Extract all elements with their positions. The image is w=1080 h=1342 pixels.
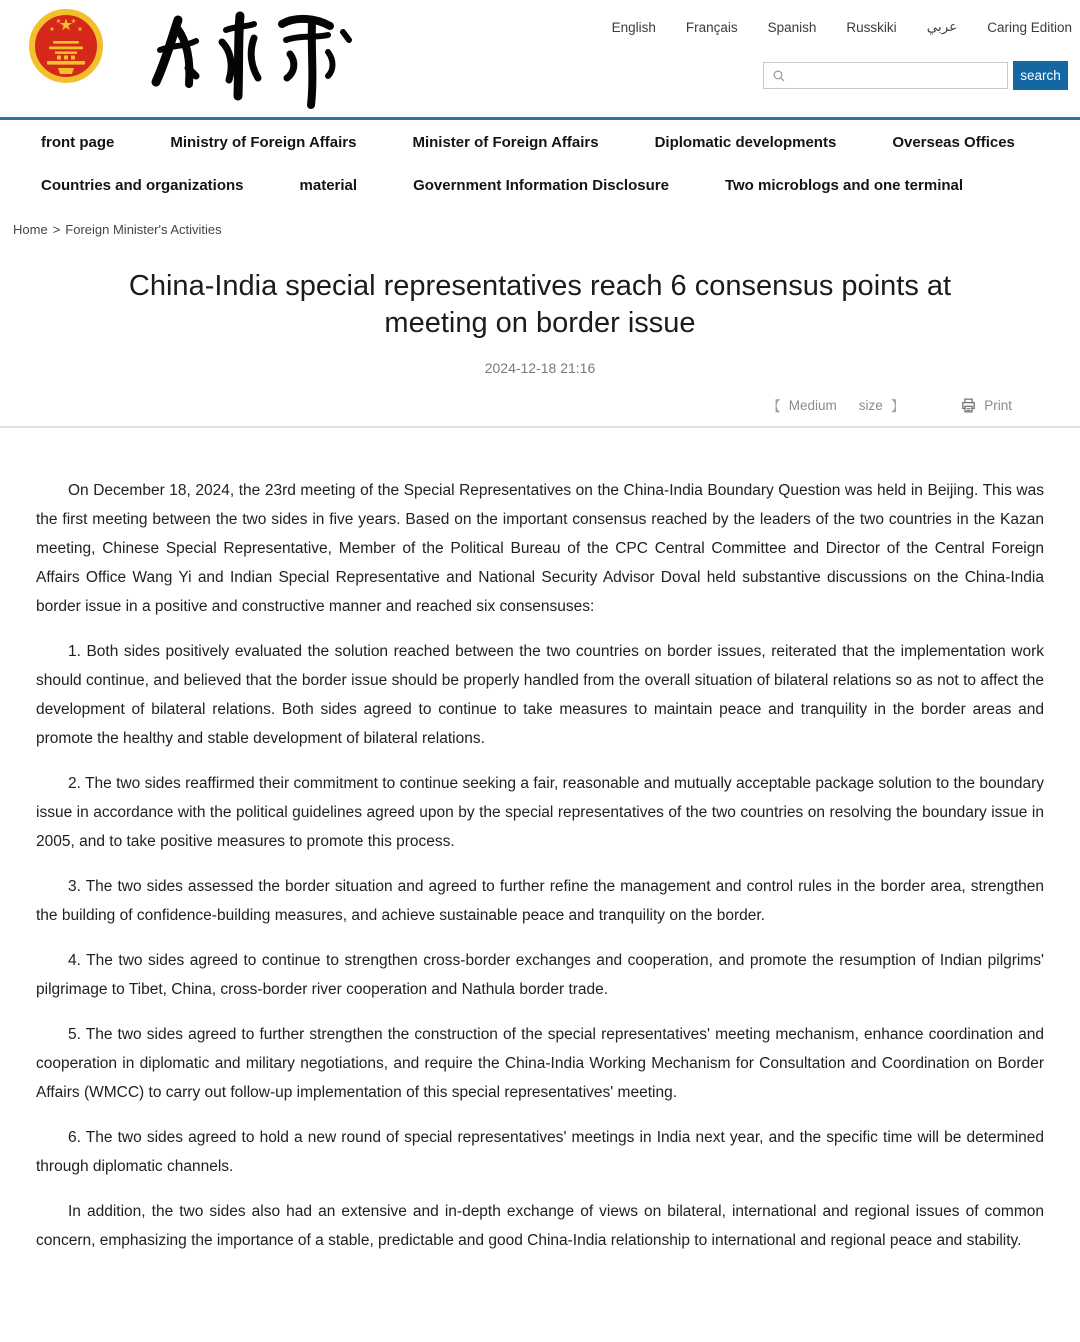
article-date: 2024-12-18 21:16 xyxy=(484,360,596,376)
nav-ministry-of-foreign-affairs[interactable]: Ministry of Foreign Affairs xyxy=(170,134,357,151)
nav-front-page[interactable]: front page xyxy=(41,134,115,151)
nav-overseas-offices[interactable]: Overseas Offices xyxy=(892,134,1015,151)
article-paragraph: 4. The two sides agreed to continue to strengthen cross-border exchanges and cooperation, and promote the resumption of Indian pilgrims' pilgrimage to Tibet, China, cross-border river cooperation and Nathula border trade. xyxy=(36,952,1044,998)
search-input[interactable] xyxy=(786,63,1007,88)
printer-icon xyxy=(960,397,977,414)
magnifier-icon xyxy=(772,69,786,83)
article-paragraph: 5. The two sides agreed to further strengthen the construction of the special representatives' meeting mechanism, enhance coordination and cooperation in diplomatic and military negotiations, and require the China-India Working Mechanism for Consultation and Coordination on Border Affairs (WMCC) to carry out follow-up implementation of this special representatives' meeting. xyxy=(36,1026,1044,1101)
breadcrumb xyxy=(0,212,1080,238)
breadcrumb-section[interactable]: Foreign Minister's Activities xyxy=(65,222,222,237)
page-title: China-India special representatives reach 6 consensus points at meeting on border issue xyxy=(128,270,952,339)
nav-minister-of-foreign-affairs[interactable]: Minister of Foreign Affairs xyxy=(412,134,599,151)
nav-government-information-disclosure[interactable]: Government Information Disclosure xyxy=(413,177,669,194)
lang-arabic[interactable]: عربي xyxy=(926,19,958,34)
article-paragraph: On December 18, 2024, the 23rd meeting of the Special Representatives on the China-India Boundary Question was held in Beijing. This was the first meeting between the two sides in five years. Based on the important consensus reached by the leaders of the two countries in the Kazan meeting, Chinese Special Representative, Member of the Political Bureau of the CPC Central Committee and Director of the Central Foreign Affairs Office Wang Yi and Indian Special Representative and National Security Advisor Doval held substantive discussions on the China-India border issue in a positive and constructive manner and reached six consensuses: xyxy=(36,482,1044,615)
search-bar xyxy=(763,61,1068,90)
search-button[interactable]: search xyxy=(1013,61,1068,90)
nav-diplomatic-developments[interactable]: Diplomatic developments xyxy=(654,134,837,151)
bracket-open: 【 xyxy=(767,399,781,414)
lang-caring-edition[interactable]: Caring Edition xyxy=(987,19,1072,35)
lang-francais[interactable]: Français xyxy=(685,19,738,35)
font-size-medium-button[interactable]: Medium xyxy=(788,397,837,413)
nav-countries-and-organizations[interactable]: Countries and organizations xyxy=(41,177,244,194)
mfa-calligraphy-logo-icon xyxy=(144,8,359,110)
lang-russian[interactable]: Russkiki xyxy=(846,19,897,35)
lang-english[interactable]: English xyxy=(611,19,656,35)
breadcrumb-separator: > xyxy=(52,222,61,237)
language-switcher xyxy=(612,19,1072,35)
nav-two-microblogs-one-terminal[interactable]: Two microblogs and one terminal xyxy=(724,177,964,194)
article-paragraph: 2. The two sides reaffirmed their commitment to continue seeking a fair, reasonable and mutually acceptable package solution to the boundary issue in accordance with the political guidelines agreed upon by the special representatives of the two countries on resolving the boundary issue in 2005, and to take positive measures to promote this process. xyxy=(36,775,1044,850)
article-body xyxy=(0,428,1080,1255)
national-emblem-icon xyxy=(28,8,104,84)
main-navigation xyxy=(0,120,1080,196)
font-size-button[interactable]: size xyxy=(858,397,883,413)
nav-material[interactable]: material xyxy=(299,177,358,194)
print-button[interactable] xyxy=(960,397,1012,414)
lang-spanish[interactable]: Spanish xyxy=(767,19,817,35)
article-paragraph: In addition, the two sides also had an extensive and in-depth exchange of views on bilateral, international and regional issues of common concern, emphasizing the importance of a stable, predictable and good China-India relationship to international and regional peace and stability. xyxy=(36,1203,1044,1249)
site-logo[interactable] xyxy=(28,8,359,110)
article-paragraph: 6. The two sides agreed to hold a new round of special representatives' meetings in India next year, and the specific time will be determined through diplomatic channels. xyxy=(36,1129,1044,1175)
nav-row-1 xyxy=(41,133,1080,153)
print-label: Print xyxy=(984,397,1012,413)
search-box xyxy=(763,62,1008,89)
nav-row-2 xyxy=(41,176,1080,196)
article-paragraph: 1. Both sides positively evaluated the solution reached between the two countries on border issues, reiterated that the implementation work should continue, and believed that the border issue should be properly handled from the overall situation of bilateral relations so as not to affect the development of bilateral relations. Both sides agreed to continue to take measures to maintain peace and tranquility in the border areas and promote the healthy and stable development of bilateral relations. xyxy=(36,643,1044,747)
bracket-close: 】 xyxy=(890,399,905,414)
article-toolbar xyxy=(0,396,1080,414)
article-paragraph: 3. The two sides assessed the border situation and agreed to further refine the management and control rules in the border area, strengthen the building of confidence-building measures, and achieve sustainable peace and tranquility on the border. xyxy=(36,878,1044,924)
breadcrumb-home[interactable]: Home xyxy=(13,222,48,237)
site-header xyxy=(0,0,1080,117)
